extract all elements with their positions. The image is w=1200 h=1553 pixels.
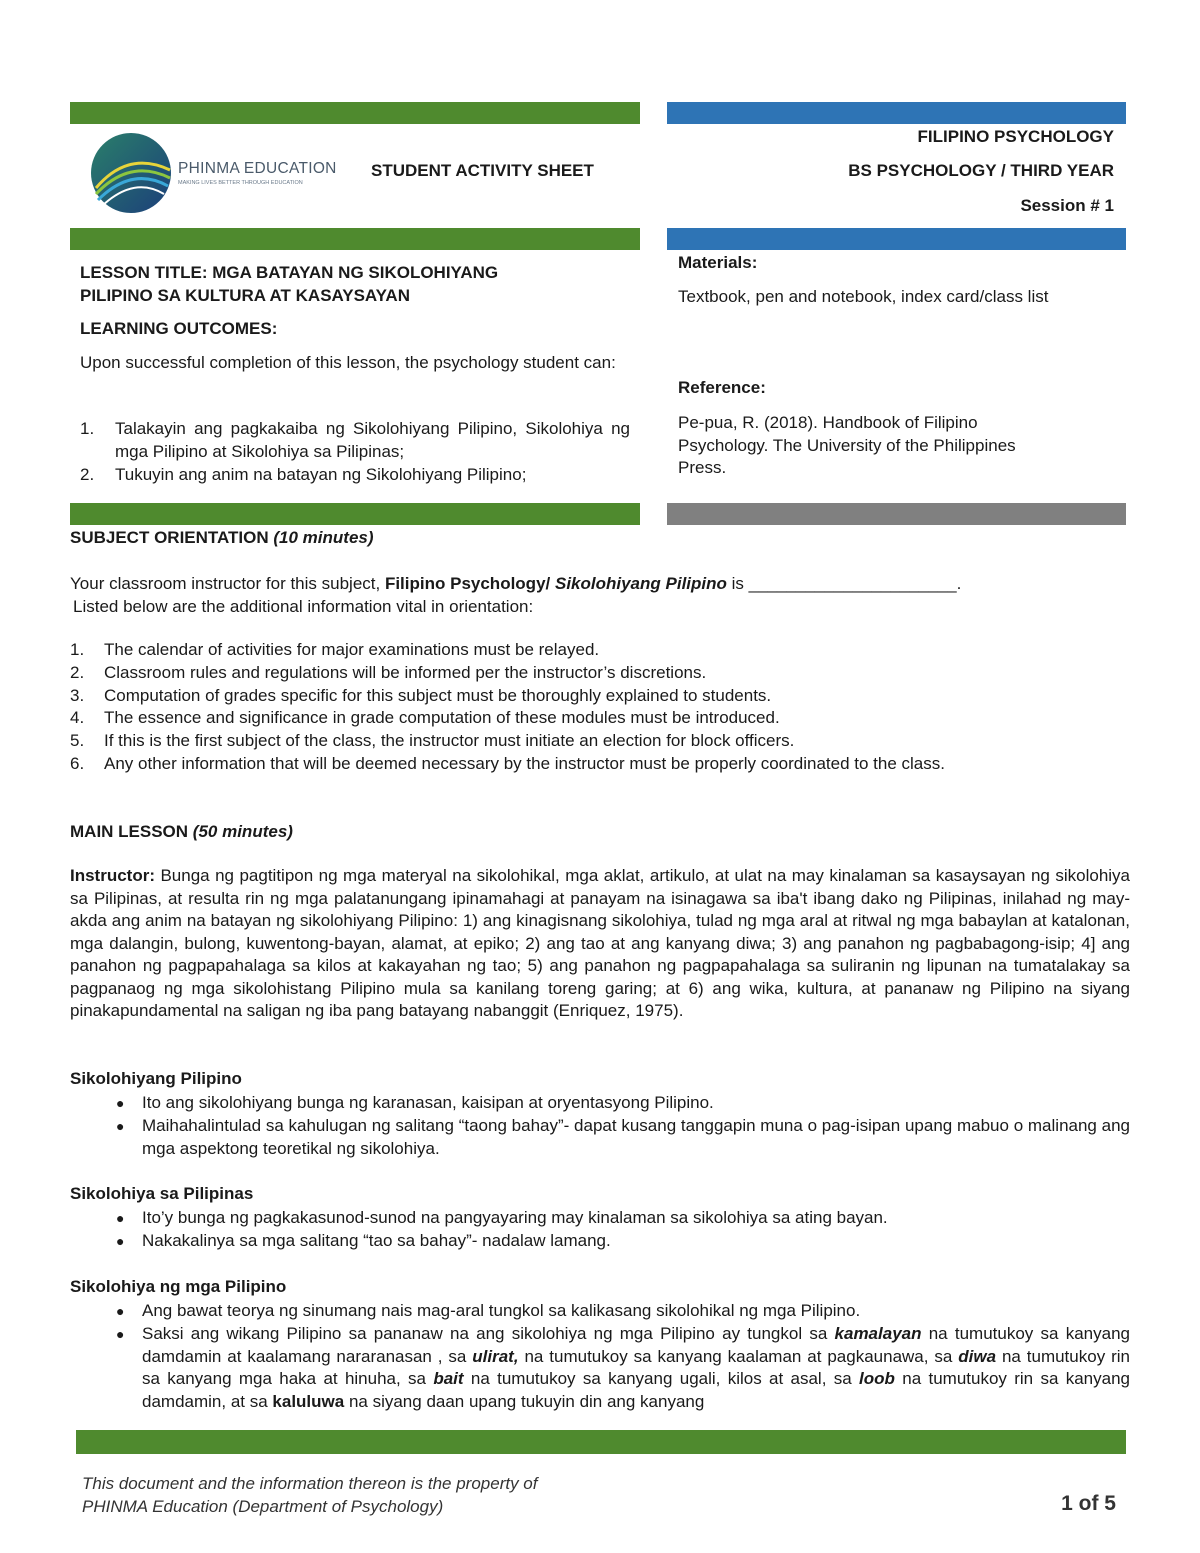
- page-number: 1 of 5: [1061, 1492, 1116, 1515]
- orientation-duration: (10 minutes): [273, 528, 374, 547]
- item-text: If this is the first subject of the class, the instructor must initiate an election for block officers.: [104, 731, 795, 751]
- item-number: 6.: [70, 753, 85, 773]
- term-bait: bait: [433, 1369, 464, 1389]
- item-number: 5.: [70, 731, 85, 751]
- orientation-instructor-blank: is ______________________.: [726, 574, 962, 593]
- reference-line3: Press.: [678, 458, 727, 477]
- orientation-heading: [70, 528, 374, 548]
- header-bar-right-bottom: [667, 228, 1126, 250]
- text-segment: na siyang daan upang tukuyin din ang kanyang: [344, 1392, 705, 1412]
- bullet-icon: ●: [116, 1117, 125, 1134]
- orientation-item: [70, 730, 1140, 753]
- orientation-item: [70, 662, 1140, 685]
- text-segment: na tumutukoy sa kanyang damdamin at kaalamang nararanasan , sa: [142, 1323, 1130, 1366]
- item-number: 3.: [70, 685, 85, 705]
- outcome-item: [80, 418, 630, 464]
- phinma-logo-icon: [88, 130, 174, 216]
- orientation-item: [70, 753, 1140, 776]
- outcomes-heading: LEARNING OUTCOMES:: [80, 319, 278, 338]
- bullet-icon: ●: [116, 1210, 125, 1226]
- item-number: 1.: [70, 640, 85, 659]
- bullet-icon: ●: [116, 1232, 125, 1249]
- outcome-number: 2.: [80, 464, 95, 484]
- orientation-item: [70, 639, 1140, 662]
- orientation-subject-name: Filipino Psychology/: [384, 574, 555, 593]
- course-name: FILIPINO PSYCHOLOGY: [917, 127, 1114, 146]
- main-lesson-duration: (50 minutes): [192, 822, 293, 841]
- term-diwa: diwa: [958, 1346, 997, 1366]
- term-kaluluwa: kaluluwa: [272, 1392, 345, 1412]
- section-bar-right: [667, 503, 1126, 525]
- item-number: 2.: [70, 662, 85, 682]
- outcome-text: Talakayin ang pagkakaiba ng Sikolohiyang Pilipino, Sikolohiya ng mga Pilipino at Sikolohiya sa Pilipinas;: [115, 419, 630, 461]
- text-segment: Saksi ang wikang Pilipino sa pananaw na ang sikolohiya ng mga Pilipino ay tungkol sa: [142, 1323, 835, 1343]
- term-kamalayan: kamalayan: [834, 1323, 922, 1343]
- main-lesson-heading: [70, 822, 293, 842]
- list-item: [70, 1115, 1130, 1161]
- outcomes-intro: Upon successful completion of this lesson, the psychology student can:: [80, 353, 616, 372]
- item-text: The calendar of activities for major examinations must be relayed.: [104, 640, 600, 659]
- list-item-text: Maihahalintulad sa kahulugan ng salitang “taong bahay”- dapat kusang tanggapin muna o pag-isipan upang mabuo o malinang ang mga aspektong teoretikal ng sikolohiya.: [142, 1115, 1130, 1158]
- list-item: [70, 1323, 1130, 1414]
- term-loob: loob: [859, 1369, 895, 1389]
- item-text: Any other information that will be deemed necessary by the instructor must be properly coordinated to the class.: [104, 753, 945, 773]
- logo-name: PHINMA EDUCATION: [178, 160, 337, 177]
- list-item-text: Ito ang sikolohiyang bunga ng karanasan, kaisipan at oryentasyong Pilipino.: [142, 1093, 714, 1112]
- lesson-title-line1: LESSON TITLE: MGA BATAYAN NG SIKOLOHIYANG: [80, 263, 499, 282]
- list-item: [70, 1092, 1130, 1115]
- sp-heading: Sikolohiyang Pilipino: [70, 1069, 242, 1088]
- snmp-heading: Sikolohiya ng mga Pilipino: [70, 1277, 287, 1296]
- reference-heading: Reference:: [678, 378, 766, 397]
- orientation-item: [70, 707, 1140, 730]
- outcome-text: Tukuyin ang anim na batayan ng Sikolohiyang Pilipino;: [115, 464, 527, 484]
- footer-line2: PHINMA Education (Department of Psychology): [82, 1497, 444, 1516]
- lesson-title: [80, 262, 498, 307]
- text-segment: na tumutukoy sa kanyang kaalaman at pagkaunawa, sa: [518, 1346, 959, 1366]
- sheet-title: STUDENT ACTIVITY SHEET: [371, 161, 594, 180]
- list-item-text: Ito’y bunga ng pagkakasunod-sunod na pangyayaring may kinalaman sa sikolohiya sa ating bayan.: [142, 1208, 888, 1227]
- instructor-text: Bunga ng pagtitipon ng mga materyal na sikolohikal, mga aklat, artikulo, at ulat na may kinalaman sa kasaysayan ng sikolohiya sa Pilipinas, at resulta rin ng mga palatanungang ipinamahagi at panayam na isinagawa sa iba't ibang dako ng Pilipinas, inilahad ng may-akda ang anim na batayan ng sikolohiyang Pilipino: 1) ang kinagisnang sikolohiya, tulad ng mga aral at ritwal ng mga babaylan at katalonan, mga dalangin, bulong, kuwentong-bayan, alamat, at epiko; 2) ang tao at ang kanyang diwa; 3) ang panahon ng pagbabagong-isip; 4] ang panahon ng pagpapahalaga sa kilos at kakayahan ng tao; 5) ang panahon ng pagpapahalaga sa suliranin ng lipunan na tumatalakay sa pagpanaog ng mga sikolohistang Pilipino mula sa kanilang toreng garing; at 6) ang wika, kultura, at pananaw ng Pilipino na siyang pinakapundamental na saligan ng iba pang batayang nabanggit (Enriquez, 1975).: [70, 866, 1130, 1020]
- footer-bar: [76, 1430, 1126, 1454]
- orientation-subject-tagalog: Sikolohiyang Pilipino: [554, 574, 727, 593]
- orientation-intro2: Listed below are the additional information vital in orientation:: [73, 596, 534, 616]
- item-text: Computation of grades specific for this subject must be thoroughly explained to students.: [104, 685, 772, 705]
- materials-heading: Materials:: [678, 253, 758, 272]
- bullet-icon: ●: [116, 1095, 125, 1111]
- section-bar-left: [70, 503, 640, 525]
- bullet-icon: ●: [116, 1325, 125, 1342]
- list-item: [70, 1230, 1130, 1253]
- sp-list: [70, 1092, 1130, 1160]
- instructor-paragraph: [70, 865, 1130, 1023]
- list-item-text: Ang bawat teorya ng sinumang nais mag-aral tungkol sa kalikasang sikolohikal ng mga Pilipino.: [142, 1301, 861, 1320]
- session-number: Session # 1: [1020, 196, 1114, 215]
- reference-line2: Psychology. The University of the Philippines: [678, 435, 1016, 455]
- outcomes-list: [80, 418, 630, 486]
- list-item: [70, 1207, 1130, 1230]
- orientation-item: [70, 685, 1140, 708]
- outcome-number: 1.: [80, 419, 95, 438]
- list-item-text: Nakakalinya sa mga salitang “tao sa bahay”- nadalaw lamang.: [142, 1230, 611, 1250]
- item-text: Classroom rules and regulations will be informed per the instructor’s discretions.: [104, 662, 707, 682]
- item-number: 4.: [70, 708, 85, 728]
- snmp-list: [70, 1300, 1130, 1414]
- bullet-icon: ●: [116, 1303, 125, 1319]
- orientation-intro: [70, 573, 1130, 618]
- lesson-title-line2: PILIPINO SA KULTURA AT KASAYSAYAN: [80, 285, 410, 305]
- footer-note: [82, 1472, 537, 1518]
- orientation-intro-text: Your classroom instructor for this subject,: [70, 574, 385, 593]
- program-year: BS PSYCHOLOGY / THIRD YEAR: [848, 161, 1114, 180]
- logo-tagline: MAKING LIVES BETTER THROUGH EDUCATION: [178, 180, 303, 186]
- ssp-list: [70, 1207, 1130, 1253]
- outcome-item: [80, 464, 630, 487]
- orientation-list: [70, 639, 1140, 776]
- reference-text: [678, 412, 1016, 480]
- instructor-label: Instructor:: [70, 866, 155, 885]
- materials-text: Textbook, pen and notebook, index card/class list: [678, 287, 1049, 306]
- header-bar-right-top: [667, 102, 1126, 124]
- orientation-heading-text: SUBJECT ORIENTATION: [70, 528, 269, 547]
- list-item: [70, 1300, 1130, 1323]
- term-ulirat: ulirat,: [472, 1346, 519, 1366]
- text-segment: na tumutukoy rin sa kanyang mga haka at hinuha, sa: [142, 1346, 1130, 1389]
- header-bar-left-top: [70, 102, 640, 124]
- main-lesson-heading-text: MAIN LESSON: [70, 822, 189, 841]
- item-text: The essence and significance in grade computation of these modules must be introduced.: [104, 708, 780, 728]
- text-segment: na tumutukoy sa kanyang ugali, kilos at asal, sa: [463, 1369, 860, 1389]
- header-bar-left-bottom: [70, 228, 640, 250]
- reference-line1: Pe-pua, R. (2018). Handbook of Filipino: [678, 413, 978, 432]
- footer-line1: This document and the information thereon is the property of: [82, 1474, 538, 1493]
- text-segment: na tumutukoy rin sa kanyang damdamin, at sa: [142, 1369, 1131, 1412]
- phinma-logo: [88, 130, 348, 218]
- ssp-heading: Sikolohiya sa Pilipinas: [70, 1184, 254, 1203]
